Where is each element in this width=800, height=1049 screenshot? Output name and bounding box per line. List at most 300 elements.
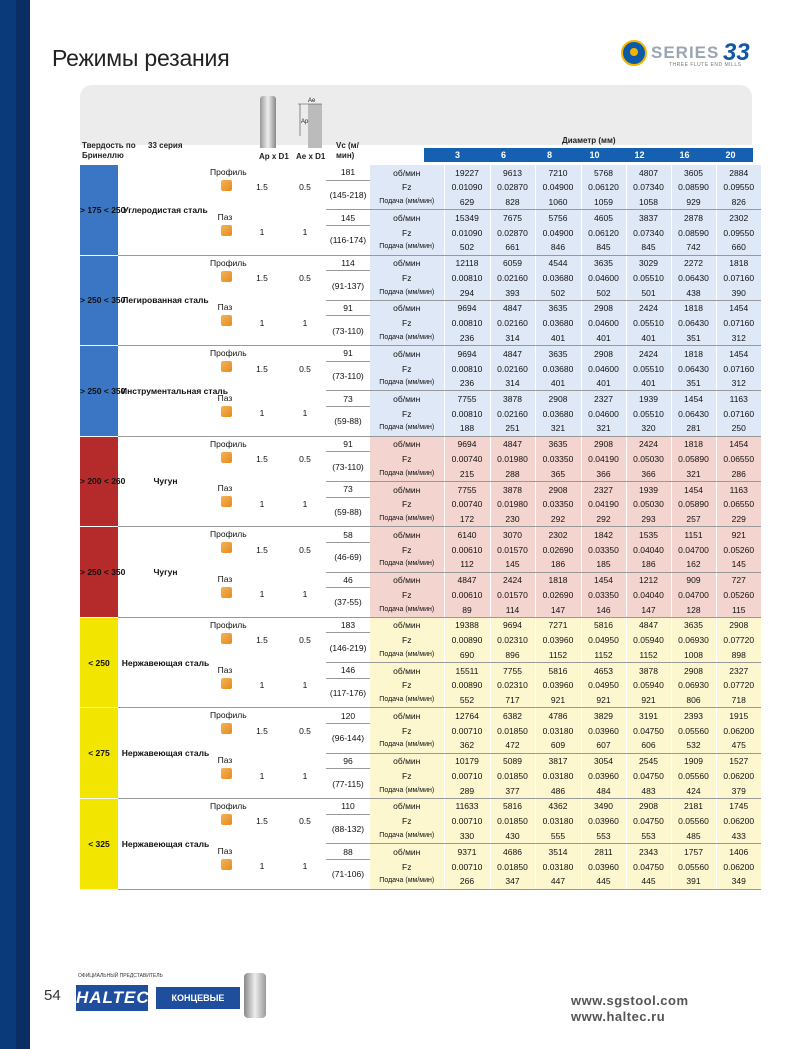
- value-cell: 2811: [581, 844, 626, 860]
- value-cell: 0.01850: [490, 723, 535, 738]
- value-cell: 445: [581, 874, 626, 889]
- value-cell: 366: [626, 466, 671, 481]
- row-label-cell: Fz: [370, 588, 444, 603]
- endmill-photo-icon: [244, 973, 266, 1018]
- operation-cube-icon: [221, 406, 232, 417]
- value-cell: 312: [716, 331, 761, 346]
- value-cell: 0.04900: [535, 225, 581, 240]
- hardness-cell: > 250 < 350: [80, 527, 118, 618]
- value-cell: 430: [490, 829, 535, 844]
- value-cell: 320: [626, 421, 671, 436]
- vc-cell: 114: [326, 255, 370, 271]
- vc-cell: 91: [326, 436, 370, 452]
- row-label-cell: об/мин: [370, 346, 444, 362]
- value-cell: 146: [581, 602, 626, 617]
- value-cell: 362: [444, 738, 490, 753]
- value-cell: 0.00810: [444, 361, 490, 376]
- row-label-cell: об/мин: [370, 753, 444, 769]
- diameter-col-8: 8: [546, 150, 552, 160]
- operation-kind-label: Профиль: [210, 438, 247, 449]
- vc-range-cell: (96-144): [326, 723, 370, 753]
- diameter-col-6: 6: [500, 150, 506, 160]
- value-cell: 12764: [444, 708, 490, 724]
- value-cell: 2908: [535, 481, 581, 497]
- series-logo-number: 33: [723, 39, 750, 66]
- table-row: [80, 798, 761, 814]
- row-label-cell: об/мин: [370, 798, 444, 814]
- row-label-cell: об/мин: [370, 481, 444, 497]
- value-cell: 2393: [671, 708, 716, 724]
- vc-cell: 183: [326, 617, 370, 633]
- diameter-col-10: 10: [589, 150, 600, 160]
- value-cell: 147: [626, 602, 671, 617]
- table-row: [80, 708, 761, 724]
- ae-cell: 1: [284, 844, 326, 889]
- value-cell: 501: [626, 285, 671, 300]
- value-cell: 0.03180: [535, 814, 581, 829]
- vc-cell: 110: [326, 798, 370, 814]
- row-label-cell: об/мин: [370, 527, 444, 543]
- value-cell: 4847: [490, 346, 535, 362]
- value-cell: 6140: [444, 527, 490, 543]
- operation-cube-icon: [221, 768, 232, 779]
- operation-kind-label: Профиль: [210, 710, 247, 721]
- value-cell: 3878: [490, 481, 535, 497]
- ae-cell: 0.5: [299, 272, 311, 283]
- value-cell: 0.06120: [581, 225, 626, 240]
- vc-range-cell: (88-132): [326, 814, 370, 844]
- row-label-cell: Подача (мм/мин): [370, 602, 444, 617]
- hardness-cell: < 275: [80, 708, 118, 799]
- value-cell: 0.03960: [581, 814, 626, 829]
- left-edge-bar: [0, 0, 16, 1049]
- value-cell: 1163: [716, 391, 761, 407]
- value-cell: 0.00810: [444, 407, 490, 422]
- header-hardness: Твердость по Бринеллю: [82, 141, 136, 160]
- url-sgstool[interactable]: www.sgstool.com: [571, 993, 689, 1008]
- vc-range-cell: (73-110): [326, 361, 370, 391]
- ae-cell: 0.5: [299, 635, 311, 646]
- value-cell: 0.05560: [671, 723, 716, 738]
- value-cell: 1818: [671, 436, 716, 452]
- value-cell: 7271: [535, 617, 581, 633]
- row-label-cell: об/мин: [370, 210, 444, 226]
- value-cell: 483: [626, 783, 671, 798]
- row-label-cell: Подача (мм/мин): [370, 331, 444, 346]
- operation-kind-cell: [210, 210, 240, 255]
- value-cell: 0.08590: [671, 225, 716, 240]
- row-label-cell: Fz: [370, 271, 444, 286]
- material-cell: Чугун: [118, 436, 210, 527]
- value-cell: 3514: [535, 844, 581, 860]
- value-cell: 2424: [490, 572, 535, 588]
- value-cell: 115: [716, 602, 761, 617]
- value-cell: 1909: [671, 753, 716, 769]
- value-cell: 11633: [444, 798, 490, 814]
- value-cell: 0.03180: [535, 723, 581, 738]
- operation-kind-label: Профиль: [210, 167, 247, 177]
- value-cell: 229: [716, 512, 761, 527]
- value-cell: 128: [671, 602, 716, 617]
- value-cell: 2424: [626, 346, 671, 362]
- value-cell: 4847: [626, 617, 671, 633]
- vc-cell: 91: [326, 346, 370, 362]
- value-cell: 281: [671, 421, 716, 436]
- value-cell: 0.04600: [581, 407, 626, 422]
- value-cell: 1818: [671, 300, 716, 316]
- value-cell: 3635: [535, 436, 581, 452]
- vc-cell: 96: [326, 753, 370, 769]
- value-cell: 2272: [671, 255, 716, 271]
- ap-cell: 1: [240, 210, 284, 255]
- value-cell: 186: [626, 557, 671, 572]
- row-label-cell: Подача (мм/мин): [370, 195, 444, 210]
- value-cell: 0.07160: [716, 407, 761, 422]
- value-cell: 4847: [444, 572, 490, 588]
- row-label-cell: Fz: [370, 678, 444, 693]
- value-cell: 0.03960: [581, 769, 626, 784]
- value-cell: 0.03350: [581, 588, 626, 603]
- value-cell: 0.01980: [490, 452, 535, 467]
- value-cell: 0.03680: [535, 361, 581, 376]
- value-cell: 552: [444, 693, 490, 708]
- value-cell: 0.05510: [626, 407, 671, 422]
- value-cell: 0.04600: [581, 316, 626, 331]
- url-haltec[interactable]: www.haltec.ru: [571, 1009, 666, 1024]
- value-cell: 0.05260: [716, 588, 761, 603]
- ap-cell: 1.5: [256, 454, 268, 465]
- value-cell: 4653: [581, 663, 626, 679]
- value-cell: 4544: [535, 255, 581, 271]
- value-cell: 717: [490, 693, 535, 708]
- value-cell: 0.08590: [671, 180, 716, 195]
- value-cell: 5768: [581, 165, 626, 180]
- value-cell: 294: [444, 285, 490, 300]
- value-cell: 1915: [716, 708, 761, 724]
- value-cell: 0.04950: [581, 633, 626, 648]
- value-cell: 2424: [626, 436, 671, 452]
- value-cell: 401: [626, 376, 671, 391]
- value-cell: 1527: [716, 753, 761, 769]
- value-cell: 1454: [671, 481, 716, 497]
- operation-kind-cell: [210, 255, 247, 300]
- hardness-cell: < 250: [80, 617, 118, 708]
- endmill-tool-icon: [260, 96, 276, 148]
- value-cell: 314: [490, 331, 535, 346]
- value-cell: 845: [581, 240, 626, 255]
- value-cell: 475: [716, 738, 761, 753]
- value-cell: 3635: [671, 617, 716, 633]
- value-cell: 2908: [671, 663, 716, 679]
- row-label-cell: об/мин: [370, 617, 444, 633]
- value-cell: 162: [671, 557, 716, 572]
- value-cell: 4786: [535, 708, 581, 724]
- row-label-cell: Подача (мм/мин): [370, 240, 444, 255]
- ap-cell: 1.5: [256, 544, 268, 555]
- value-cell: 0.05560: [671, 859, 716, 874]
- vc-range-cell: (59-88): [326, 497, 370, 527]
- ae-cell: 1: [284, 481, 326, 526]
- value-cell: 145: [490, 557, 535, 572]
- value-cell: 2424: [626, 300, 671, 316]
- value-cell: 606: [626, 738, 671, 753]
- value-cell: 0.03180: [535, 859, 581, 874]
- page-number: 54: [44, 987, 61, 1004]
- value-cell: 1152: [581, 648, 626, 663]
- value-cell: 553: [626, 829, 671, 844]
- value-cell: 4847: [490, 300, 535, 316]
- value-cell: 347: [490, 874, 535, 889]
- value-cell: 0.01850: [490, 769, 535, 784]
- value-cell: 379: [716, 783, 761, 798]
- value-cell: 484: [581, 783, 626, 798]
- value-cell: 7675: [490, 210, 535, 226]
- material-cell: Углеродистая сталь: [118, 165, 210, 255]
- ae-cell: 1: [284, 572, 326, 617]
- value-cell: 0.05510: [626, 316, 671, 331]
- value-cell: 0.01850: [490, 859, 535, 874]
- diameter-col-3: 3: [454, 150, 460, 160]
- value-cell: 2327: [581, 481, 626, 497]
- vc-cell: 120: [326, 708, 370, 724]
- value-cell: 1454: [716, 346, 761, 362]
- value-cell: 401: [535, 376, 581, 391]
- ae-cell: 1: [284, 300, 326, 345]
- value-cell: 438: [671, 285, 716, 300]
- diameter-col-20: 20: [725, 150, 736, 160]
- value-cell: 1745: [716, 798, 761, 814]
- vc-range-cell: (73-110): [326, 316, 370, 346]
- value-cell: 401: [626, 331, 671, 346]
- row-label-cell: Подача (мм/мин): [370, 738, 444, 753]
- value-cell: 321: [535, 421, 581, 436]
- row-label-cell: Подача (мм/мин): [370, 693, 444, 708]
- operation-kind-cell: [210, 436, 247, 481]
- value-cell: 312: [716, 376, 761, 391]
- row-label-cell: Подача (мм/мин): [370, 874, 444, 889]
- value-cell: 5816: [581, 617, 626, 633]
- material-cell: Инструментальная сталь: [118, 346, 210, 437]
- value-cell: 485: [671, 829, 716, 844]
- operation-kind-cell: [210, 165, 247, 210]
- value-cell: 2181: [671, 798, 716, 814]
- row-label-cell: Fz: [370, 225, 444, 240]
- operation-kind-label: Профиль: [210, 529, 247, 540]
- value-cell: 3878: [626, 663, 671, 679]
- vc-range-cell: (146-219): [326, 633, 370, 663]
- value-cell: 0.05030: [626, 497, 671, 512]
- value-cell: 1818: [535, 572, 581, 588]
- value-cell: 4847: [490, 436, 535, 452]
- operation-kind-cell: [210, 708, 247, 753]
- vc-range-cell: (91-137): [326, 271, 370, 301]
- value-cell: 3878: [490, 391, 535, 407]
- series-logo: [621, 40, 756, 72]
- value-cell: 3635: [581, 255, 626, 271]
- value-cell: 9694: [490, 617, 535, 633]
- value-cell: 6059: [490, 255, 535, 271]
- value-cell: 1454: [581, 572, 626, 588]
- value-cell: 1939: [626, 481, 671, 497]
- row-label-cell: Fz: [370, 723, 444, 738]
- value-cell: 3635: [535, 300, 581, 316]
- value-cell: 0.01850: [490, 814, 535, 829]
- value-cell: 0.04900: [535, 180, 581, 195]
- vc-cell: 58: [326, 527, 370, 543]
- row-label-cell: Fz: [370, 859, 444, 874]
- value-cell: 0.04750: [626, 859, 671, 874]
- value-cell: 4362: [535, 798, 581, 814]
- hardness-cell: > 175 < 250: [80, 165, 118, 255]
- ap-cell: 1.5: [256, 182, 268, 193]
- operation-kind-label: Профиль: [210, 348, 247, 359]
- value-cell: 727: [716, 572, 761, 588]
- value-cell: 292: [535, 512, 581, 527]
- value-cell: 3490: [581, 798, 626, 814]
- row-label-cell: об/мин: [370, 572, 444, 588]
- value-cell: 9694: [444, 300, 490, 316]
- value-cell: 0.01090: [444, 180, 490, 195]
- operation-kind-cell: [210, 663, 240, 708]
- value-cell: 0.06200: [716, 814, 761, 829]
- vc-range-cell: (46-69): [326, 542, 370, 572]
- value-cell: 896: [490, 648, 535, 663]
- value-cell: 0.02870: [490, 180, 535, 195]
- vc-range-cell: (117-176): [326, 678, 370, 708]
- value-cell: 393: [490, 285, 535, 300]
- value-cell: 690: [444, 648, 490, 663]
- value-cell: 553: [581, 829, 626, 844]
- value-cell: 0.06200: [716, 859, 761, 874]
- vc-range-cell: (73-110): [326, 452, 370, 482]
- hardness-cell: > 200 < 260: [80, 436, 118, 527]
- hardness-cell: < 325: [80, 798, 118, 889]
- operation-kind-label: Профиль: [210, 800, 247, 811]
- value-cell: 2908: [626, 798, 671, 814]
- value-cell: 215: [444, 466, 490, 481]
- value-cell: 0.00810: [444, 316, 490, 331]
- value-cell: 0.01570: [490, 588, 535, 603]
- operation-kind-label: Паз: [217, 211, 233, 222]
- series-logo-sub: THREE FLUTE END MILLS: [669, 62, 742, 68]
- operation-cube-icon: [221, 678, 232, 689]
- ap-cell: 1.5: [256, 725, 268, 736]
- table-header-panel: [80, 85, 752, 145]
- value-cell: 828: [490, 195, 535, 210]
- value-cell: 0.01570: [490, 542, 535, 557]
- value-cell: 898: [716, 648, 761, 663]
- value-cell: 0.00610: [444, 542, 490, 557]
- row-label-cell: об/мин: [370, 663, 444, 679]
- row-label-cell: об/мин: [370, 708, 444, 724]
- value-cell: 502: [581, 285, 626, 300]
- value-cell: 0.00890: [444, 633, 490, 648]
- value-cell: 0.07160: [716, 361, 761, 376]
- row-label-cell: об/мин: [370, 165, 444, 180]
- operation-kind-cell: [210, 617, 247, 662]
- ae-cell: 1: [284, 391, 326, 436]
- value-cell: 377: [490, 783, 535, 798]
- value-cell: 9613: [490, 165, 535, 180]
- value-cell: 0.04750: [626, 723, 671, 738]
- value-cell: 0.05260: [716, 542, 761, 557]
- value-cell: 0.01980: [490, 497, 535, 512]
- value-cell: 447: [535, 874, 581, 889]
- value-cell: 7755: [444, 391, 490, 407]
- ae-cell: 0.5: [299, 363, 311, 374]
- value-cell: 1059: [581, 195, 626, 210]
- header-diameter: Диаметр (мм): [562, 136, 616, 145]
- value-cell: 3070: [490, 527, 535, 543]
- material-cell: Нержавеющая сталь: [118, 798, 210, 889]
- hardness-cell: > 250 < 350: [80, 255, 118, 346]
- value-cell: 2908: [716, 617, 761, 633]
- table-row: [80, 346, 761, 362]
- vc-cell: 46: [326, 572, 370, 588]
- value-cell: 2908: [581, 346, 626, 362]
- value-cell: 0.04600: [581, 271, 626, 286]
- row-label-cell: об/мин: [370, 844, 444, 860]
- value-cell: 472: [490, 738, 535, 753]
- value-cell: 112: [444, 557, 490, 572]
- material-cell: Нержавеющая сталь: [118, 708, 210, 799]
- ae-cell: 1: [284, 210, 326, 255]
- ae-cell: 0.5: [299, 544, 311, 555]
- value-cell: 12118: [444, 255, 490, 271]
- value-cell: 0.07160: [716, 271, 761, 286]
- material-cell: Нержавеющая сталь: [118, 617, 210, 708]
- value-cell: 3191: [626, 708, 671, 724]
- vc-cell: 145: [326, 210, 370, 226]
- value-cell: 5756: [535, 210, 581, 226]
- row-label-cell: Подача (мм/мин): [370, 285, 444, 300]
- table-row: [80, 255, 761, 271]
- value-cell: 0.05890: [671, 497, 716, 512]
- row-label-cell: Подача (мм/мин): [370, 421, 444, 436]
- value-cell: 0.02160: [490, 271, 535, 286]
- value-cell: 1818: [671, 346, 716, 362]
- ae-cell: 0.5: [299, 725, 311, 736]
- value-cell: 742: [671, 240, 716, 255]
- operation-kind-label: Профиль: [210, 619, 247, 630]
- ap-cell: 1: [240, 753, 284, 798]
- operation-cube-icon: [221, 180, 232, 191]
- operation-kind-label: Паз: [217, 755, 233, 766]
- value-cell: 909: [671, 572, 716, 588]
- value-cell: 236: [444, 331, 490, 346]
- value-cell: 172: [444, 512, 490, 527]
- row-label-cell: Подача (мм/мин): [370, 783, 444, 798]
- value-cell: 4605: [581, 210, 626, 226]
- operation-kind-label: Паз: [217, 664, 233, 675]
- value-cell: 826: [716, 195, 761, 210]
- value-cell: 0.03680: [535, 271, 581, 286]
- brand-category: КОНЦЕВЫЕ ФРЕЗЫ: [156, 987, 240, 1009]
- value-cell: 0.00740: [444, 497, 490, 512]
- value-cell: 2908: [581, 436, 626, 452]
- ap-cell: 1: [240, 572, 284, 617]
- vc-cell: 73: [326, 481, 370, 497]
- value-cell: 0.06930: [671, 633, 716, 648]
- ap-cell: 1: [240, 391, 284, 436]
- row-label-cell: Подача (мм/мин): [370, 557, 444, 572]
- value-cell: 921: [581, 693, 626, 708]
- value-cell: 9371: [444, 844, 490, 860]
- value-cell: 2908: [535, 391, 581, 407]
- ap-cell: 1: [240, 844, 284, 889]
- value-cell: 0.02310: [490, 633, 535, 648]
- value-cell: 660: [716, 240, 761, 255]
